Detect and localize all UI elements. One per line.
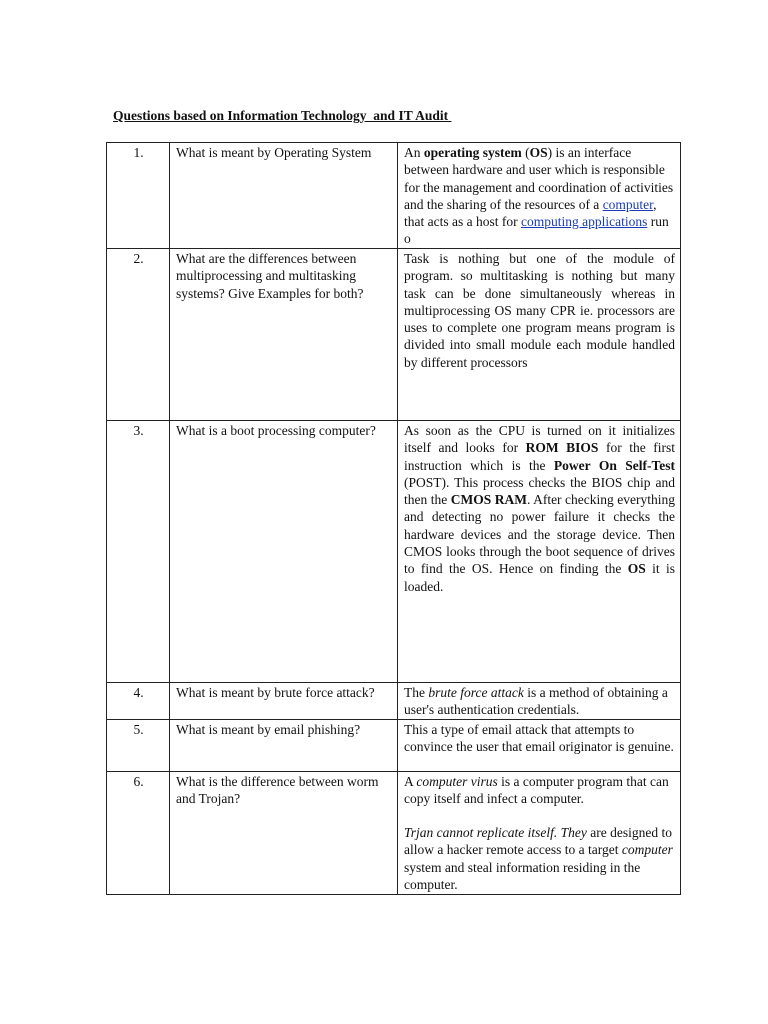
answer-bold-term: OS xyxy=(627,561,646,577)
answer-cell xyxy=(398,771,681,894)
question-cell: What are the differences between multiprocessing and multitasking systems? Give Examples for both? xyxy=(170,249,398,421)
row-number: 3. xyxy=(107,421,170,683)
answer-text: (POST). This process checks the BIOS chip and then the xyxy=(404,474,675,508)
answer-text: . After checking everything and detecting no power failure it checks the hardware devices and the storage device. Then CMOS looks through the boot sequence of drives to find the OS. Hence on finding the xyxy=(404,492,675,577)
answer-text: system and steal information residing in the computer. xyxy=(404,859,641,893)
answer-text: ) is an interface between hardware and user which is responsible for the management and coordination of activities and the sharing of the resources of a xyxy=(404,145,674,212)
question-cell: What is meant by Operating System xyxy=(170,143,398,249)
answer-text: run o xyxy=(404,214,669,247)
answer-text: ( xyxy=(521,145,530,160)
answer-italic-term: brute force attack xyxy=(428,685,524,700)
question-cell: What is the difference between worm and Trojan? xyxy=(170,771,398,894)
answer-text: , that acts as a host for xyxy=(404,196,657,230)
answer-cell xyxy=(398,683,681,720)
answer-bold-term: operating system xyxy=(423,145,522,160)
answer-italic-term: computer virus xyxy=(416,773,498,789)
answer-italic-term: computer xyxy=(621,842,673,858)
answer-text: As soon as the CPU is turned on it initializes itself and looks for xyxy=(404,423,675,456)
answer-text: An xyxy=(404,145,424,160)
answer-italic-term: Trjan cannot replicate itself. They xyxy=(404,825,587,841)
answer-text: The xyxy=(404,685,429,700)
answer-bold-term: ROM BIOS xyxy=(525,440,599,456)
table-row xyxy=(107,143,681,249)
table-row xyxy=(107,421,681,683)
row-number: 2. xyxy=(107,249,170,421)
table-row xyxy=(107,249,681,421)
row-number: 5. xyxy=(107,719,170,771)
answer-text: are designed to allow a hacker remote access to a target xyxy=(404,825,672,858)
answer-cell xyxy=(398,421,681,683)
table-row xyxy=(107,771,681,894)
computing-applications-link[interactable]: computing applications xyxy=(520,214,648,230)
answer-text: is a method of obtaining a user's authentication credentials. xyxy=(404,685,668,718)
answer-text: for the first instruction which is the xyxy=(404,440,676,473)
computer-link[interactable]: computer xyxy=(602,196,654,212)
table-row xyxy=(107,683,681,720)
answer-cell xyxy=(398,143,681,249)
table-row xyxy=(107,719,681,771)
row-number: 6. xyxy=(107,771,170,894)
question-cell: What is a boot processing computer? xyxy=(170,421,398,683)
answer-cell: This a type of email attack that attempts to convince the user that email originator is genuine. xyxy=(398,719,681,771)
document-title: Questions based on Information Technology and IT Audit xyxy=(113,108,452,123)
answer-paragraph xyxy=(404,824,675,893)
answer-cell: Task is nothing but one of the module of program. so multitasking is nothing but many task can be done simultaneously whereas in multiprocessing OS many CPR ie. processors are uses to complete one program means program is divided into small module each module handled by different processors xyxy=(398,249,681,421)
answer-bold-term: Power On Self-Test xyxy=(553,457,676,473)
row-number: 1. xyxy=(107,143,170,249)
answer-text: it is loaded. xyxy=(404,561,675,594)
qa-table xyxy=(106,142,681,895)
answer-text: is a computer program that can copy itself and infect a computer. xyxy=(404,773,669,806)
answer-bold-term: OS xyxy=(529,145,548,160)
question-cell: What is meant by email phishing? xyxy=(170,719,398,771)
answer-bold-term: CMOS RAM xyxy=(450,492,527,508)
question-cell: What is meant by brute force attack? xyxy=(170,683,398,720)
row-number: 4. xyxy=(107,683,170,720)
answer-text: A xyxy=(404,773,417,789)
